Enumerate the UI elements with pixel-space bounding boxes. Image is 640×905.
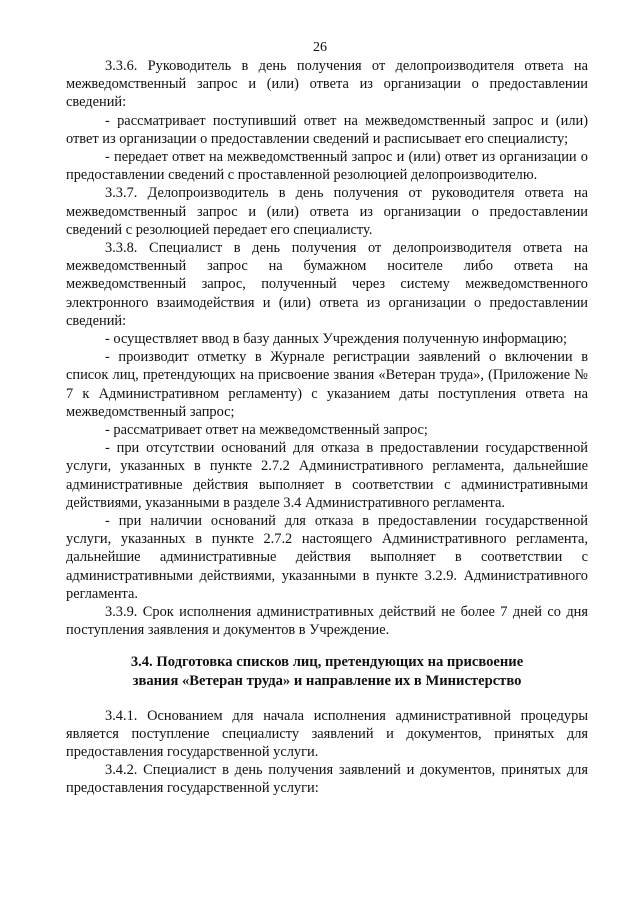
list-item-journal-note: - производит отметку в Журнале регистрации заявлений о включении в список лиц, претендующих на присвоение звания «Ветеран труда», (Приложение № 7 к Административном регламенту) с указанием даты поступления ответа на межведомственный запрос; — [66, 349, 588, 420]
paragraph-3-3-8: 3.3.8. Специалист в день получения от делопроизводителя ответа на межведомственный запрос на бумажном носителе либо ответа на межведомственный запрос, полученный через систему межведомственного электронного взаимодействия и (или) ответа из организации о предоставлении сведений: — [66, 240, 588, 329]
section-heading-line-1: 3.4. Подготовка списков лиц, претендующих на присвоение — [130, 653, 524, 670]
page-number: 26 — [313, 40, 327, 55]
paragraph-3-3-6: 3.3.6. Руководитель в день получения от делопроизводителя ответа на межведомственный запрос и (или) ответа из организации о предоставлении сведений: — [66, 58, 588, 111]
paragraph-3-3-9: 3.3.9. Срок исполнения административных действий не более 7 дней со дня поступления заявления и документов в Учреждение. — [66, 604, 588, 639]
list-item-no-grounds: - при отсутствии оснований для отказа в предоставлении государственной услуги, указанных в пункте 2.7.2 Административного регламента, дальнейшие административные действия выполняет в соответствии с административными действиями, указанными в разделе 3.4 Административного регламента. — [66, 440, 588, 511]
list-item-grounds-for-refusal: - при наличии оснований для отказа в предоставлении государственной услуги, указанных в пункте 2.7.2 настоящего Административного регламента, дальнейшие административные действия выполняет в соответствии с административными действиями, указанными в пункте 3.2.9. Административного регламента. — [66, 513, 588, 602]
list-item-transfer-response: - передает ответ на межведомственный запрос и (или) ответ из организации о предоставлении сведений с проставленной резолюцией делопроизводителю. — [66, 149, 588, 184]
spacer — [66, 640, 588, 653]
paragraph-3-3-7: 3.3.7. Делопроизводитель в день получения от руководителя ответа на межведомственный запрос и (или) ответа из организации о предоставлении сведений с резолюцией передает его специалисту. — [66, 185, 588, 238]
paragraph-3-4-1: 3.4.1. Основанием для начала исполнения административной процедуры является поступление специалисту заявлений и документов, принятых для предоставления государственной услуги. — [66, 707, 588, 760]
document-body — [66, 57, 588, 798]
list-item-consider-response: - рассматривает ответ на межведомственный запрос; — [105, 422, 428, 439]
spacer — [66, 691, 588, 707]
paragraph-3-4-2: 3.4.2. Специалист в день получения заявлений и документов, принятых для предоставления государственной услуги: — [66, 762, 588, 797]
list-item-review-response: - рассматривает поступивший ответ на межведомственный запрос и (или) ответ из организации о предоставлении сведений и расписывает его специалисту; — [66, 112, 588, 147]
list-item-data-entry: - осуществляет ввод в базу данных Учреждения полученную информацию; — [105, 331, 567, 348]
section-heading-line-2: звания «Ветеран труда» и направление их в Министерство — [132, 672, 522, 689]
